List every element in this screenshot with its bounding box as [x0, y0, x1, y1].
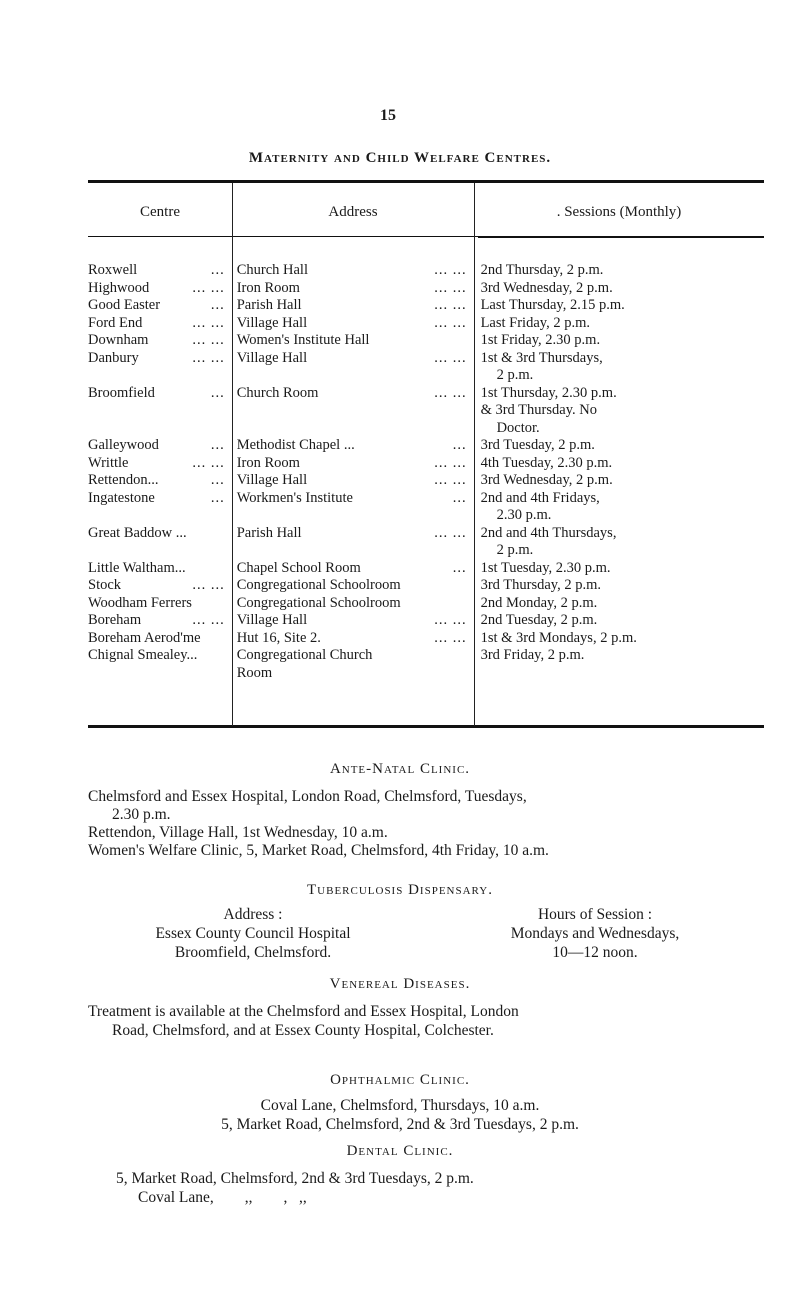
- text-line: Women's Welfare Clinic, 5, Market Road, Chelmsford, 4th Friday, 10 a.m.: [88, 842, 549, 859]
- sessions-cell: [471, 350, 764, 368]
- address-name: Parish Hall: [236, 524, 302, 541]
- table-row: [88, 490, 764, 508]
- table-row-continuation: [88, 507, 764, 525]
- session-text: 3rd Tuesday, 2 p.m.: [480, 437, 595, 453]
- address-name: Congregational Schoolroom: [236, 577, 401, 593]
- address-name: Parish Hall: [236, 297, 302, 313]
- address-cell: [231, 612, 471, 630]
- leader-dots: ...: [210, 437, 225, 453]
- centre-name: Ford End: [88, 314, 143, 331]
- leader-dots: ...: [210, 262, 225, 278]
- address-cell: [231, 455, 471, 473]
- table-row: [88, 560, 764, 578]
- centre-cell: [88, 612, 231, 630]
- centre-cell: [88, 367, 231, 385]
- leader-dots: ... ...: [192, 454, 225, 471]
- leader-dots: ... ...: [434, 384, 467, 401]
- sessions-cell: [471, 647, 764, 665]
- centre-cell: [88, 402, 231, 420]
- session-text: Doctor.: [496, 419, 540, 436]
- table-row: [88, 315, 764, 333]
- sessions-cell: [471, 385, 764, 403]
- text-line: Address :: [223, 906, 283, 923]
- address-cell: [231, 332, 471, 350]
- text-line: Chelmsford and Essex Hospital, London Road, Chelmsford, Tuesdays,: [88, 788, 527, 805]
- column-header-centre: Centre: [140, 204, 180, 220]
- address-cell: [231, 542, 471, 560]
- session-text: 2.30 p.m.: [496, 507, 552, 523]
- text-line: Essex County Council Hospital: [155, 925, 351, 942]
- centre-name: Highwood: [88, 279, 150, 296]
- address-cell: [231, 630, 471, 648]
- table-row: [88, 455, 764, 473]
- session-text: 1st Tuesday, 2.30 p.m.: [480, 559, 611, 576]
- address-cell: [231, 402, 471, 420]
- sessions-cell: [471, 455, 764, 473]
- address-name: Hut 16, Site 2.: [236, 629, 321, 646]
- ophthalmic-line: Coval Lane, Chelmsford, Thursdays, 10 a.m.: [260, 1097, 540, 1114]
- leader-dots: ... ...: [434, 314, 467, 331]
- centre-cell: [88, 262, 231, 280]
- leader-dots: ... ...: [434, 279, 467, 296]
- address-cell: [231, 385, 471, 403]
- leader-dots: ...: [210, 472, 225, 488]
- address-name: Women's Institute Hall: [236, 332, 370, 348]
- address-cell: [231, 367, 471, 385]
- centre-name: Good Easter: [88, 297, 161, 313]
- text-line: Treatment is available at the Chelmsford and Essex Hospital, London: [88, 1003, 519, 1020]
- table-row: [88, 525, 764, 543]
- sessions-cell: [471, 315, 764, 333]
- address-cell: [231, 665, 471, 683]
- session-text: 1st Thursday, 2.30 p.m.: [480, 384, 617, 401]
- session-text: 2nd Tuesday, 2 p.m.: [480, 612, 598, 628]
- table-row: [88, 437, 764, 455]
- sessions-cell: [471, 472, 764, 490]
- session-text: Last Thursday, 2.15 p.m.: [480, 297, 625, 313]
- address-name: Church Hall: [236, 262, 308, 278]
- session-text: 2nd and 4th Thursdays,: [480, 524, 617, 541]
- table-top-rule: [88, 180, 764, 183]
- sessions-cell: [471, 577, 764, 595]
- address-name: Church Room: [236, 384, 319, 401]
- centre-cell: [88, 577, 231, 595]
- leader-dots: ...: [452, 437, 467, 453]
- session-text: 3rd Wednesday, 2 p.m.: [480, 279, 613, 296]
- address-cell: [231, 472, 471, 490]
- session-text: 2 p.m.: [496, 542, 534, 558]
- leader-dots: ... ...: [434, 262, 467, 278]
- centre-cell: [88, 350, 231, 368]
- address-cell: [231, 647, 471, 665]
- session-text: 1st & 3rd Mondays, 2 p.m.: [480, 629, 637, 646]
- leader-dots: ... ...: [192, 349, 225, 366]
- sessions-cell: [471, 297, 764, 315]
- centre-name: Boreham Aerod'me: [88, 629, 201, 646]
- centre-cell: [88, 280, 231, 298]
- sessions-cell: [471, 367, 764, 385]
- centre-name: Writtle: [88, 454, 129, 471]
- centre-name: Galleywood: [88, 437, 159, 453]
- ophthalmic-title: Ophthalmic Clinic.: [330, 1072, 470, 1088]
- table-row: [88, 472, 764, 490]
- centre-name: Rettendon...: [88, 472, 159, 488]
- table-row: [88, 647, 764, 665]
- table-body: [88, 262, 764, 682]
- tuberculosis-title: Tuberculosis Dispensary.: [307, 882, 493, 898]
- leader-dots: ... ...: [192, 279, 225, 296]
- centre-cell: [88, 542, 231, 560]
- ophthalmic-line: 5, Market Road, Chelmsford, 2nd & 3rd Tuesdays, 2 p.m.: [221, 1116, 579, 1133]
- column-header-address: Address: [328, 204, 378, 220]
- table-row-continuation: [88, 367, 764, 385]
- centre-name: Stock: [88, 577, 122, 593]
- text-line: 2.30 p.m.: [112, 806, 171, 823]
- sessions-cell: [471, 490, 764, 508]
- table-row-continuation: [88, 542, 764, 560]
- page-title: Maternity and Child Welfare Centres.: [248, 150, 552, 166]
- sessions-cell: [471, 280, 764, 298]
- centre-cell: [88, 525, 231, 543]
- page-number: 15: [380, 107, 396, 124]
- session-text: 4th Tuesday, 2.30 p.m.: [480, 454, 613, 471]
- venereal-text: [88, 1002, 764, 1040]
- centre-name: Broomfield: [88, 384, 155, 401]
- session-text: 2nd and 4th Fridays,: [480, 489, 600, 506]
- session-text: 2nd Thursday, 2 p.m.: [480, 262, 604, 278]
- address-cell: [231, 507, 471, 525]
- address-name: Iron Room: [236, 279, 300, 296]
- address-cell: [231, 262, 471, 280]
- centre-name: Ingatestone: [88, 489, 155, 506]
- table-row: [88, 332, 764, 350]
- text-line: Rettendon, Village Hall, 1st Wednesday, 10 a.m.: [88, 824, 388, 841]
- centre-cell: [88, 490, 231, 508]
- sessions-cell: [471, 595, 764, 613]
- leader-dots: ... ...: [434, 297, 467, 313]
- tuberculosis-address: [88, 905, 418, 962]
- centre-cell: [88, 595, 231, 613]
- leader-dots: ... ...: [434, 472, 467, 488]
- session-text: 2 p.m.: [496, 367, 534, 383]
- leader-dots: ... ...: [434, 629, 467, 646]
- text-line: Coval Lane, ,, , ,,: [138, 1189, 307, 1206]
- centre-cell: [88, 420, 231, 438]
- sessions-cell: [471, 630, 764, 648]
- text-line: 10—12 noon.: [552, 944, 638, 961]
- address-name: Iron Room: [236, 454, 300, 471]
- session-text: 2nd Monday, 2 p.m.: [480, 594, 598, 611]
- leader-dots: ... ...: [192, 612, 225, 628]
- address-name: Congregational Church: [236, 647, 373, 663]
- leader-dots: ...: [452, 559, 467, 576]
- sessions-cell: [471, 420, 764, 438]
- centre-name: Great Baddow ...: [88, 524, 187, 541]
- address-cell: [231, 315, 471, 333]
- leader-dots: ... ...: [192, 332, 225, 348]
- address-name: Room: [236, 664, 273, 681]
- session-text: 1st Friday, 2.30 p.m.: [480, 332, 601, 348]
- address-cell: [231, 437, 471, 455]
- sessions-cell: [471, 332, 764, 350]
- table-row: [88, 262, 764, 280]
- ante-natal-text: [88, 788, 764, 860]
- table-row-continuation: [88, 402, 764, 420]
- leader-dots: ... ...: [434, 349, 467, 366]
- text-line: 5, Market Road, Chelmsford, 2nd & 3rd Tuesdays, 2 p.m.: [116, 1170, 474, 1187]
- sessions-cell: [471, 262, 764, 280]
- address-cell: [231, 525, 471, 543]
- table-bottom-rule: [88, 725, 764, 728]
- dental-text: [116, 1169, 756, 1207]
- centre-cell: [88, 665, 231, 683]
- table-row-continuation: [88, 420, 764, 438]
- address-name: Village Hall: [236, 612, 308, 628]
- table-row: [88, 612, 764, 630]
- text-line: Mondays and Wednesdays,: [510, 925, 680, 942]
- session-text: 3rd Friday, 2 p.m.: [480, 647, 585, 663]
- session-text: 3rd Thursday, 2 p.m.: [480, 577, 601, 593]
- centre-cell: [88, 332, 231, 350]
- centre-cell: [88, 385, 231, 403]
- address-cell: [231, 297, 471, 315]
- text-line: Road, Chelmsford, and at Essex County Hospital, Colchester.: [112, 1022, 494, 1039]
- centre-name: Woodham Ferrers: [88, 594, 192, 611]
- address-name: Workmen's Institute: [236, 489, 353, 506]
- address-name: Chapel School Room: [236, 559, 361, 576]
- table-header-rule-right: [478, 237, 764, 238]
- centre-cell: [88, 437, 231, 455]
- sessions-cell: [471, 612, 764, 630]
- session-text: Last Friday, 2 p.m.: [480, 314, 590, 331]
- centre-cell: [88, 472, 231, 490]
- sessions-cell: [471, 402, 764, 420]
- leader-dots: ...: [210, 384, 225, 401]
- sessions-cell: [471, 437, 764, 455]
- table-row: [88, 577, 764, 595]
- text-line: Hours of Session :: [537, 906, 653, 923]
- table-row: [88, 595, 764, 613]
- centre-cell: [88, 560, 231, 578]
- address-cell: [231, 350, 471, 368]
- table-row-continuation: [88, 665, 764, 683]
- centre-name: Boreham: [88, 612, 142, 628]
- centre-name: Roxwell: [88, 262, 138, 278]
- address-cell: [231, 280, 471, 298]
- leader-dots: ...: [452, 489, 467, 506]
- column-header-sessions: . Sessions (Monthly): [556, 204, 682, 220]
- leader-dots: ... ...: [434, 454, 467, 471]
- table-row: [88, 297, 764, 315]
- centre-cell: [88, 630, 231, 648]
- centre-cell: [88, 507, 231, 525]
- address-name: Village Hall: [236, 349, 308, 366]
- leader-dots: ...: [210, 489, 225, 506]
- sessions-cell: [471, 507, 764, 525]
- table-row: [88, 630, 764, 648]
- leader-dots: ...: [210, 297, 225, 313]
- address-name: Village Hall: [236, 472, 308, 488]
- address-name: Methodist Chapel ...: [236, 437, 355, 453]
- centre-cell: [88, 315, 231, 333]
- address-cell: [231, 560, 471, 578]
- address-cell: [231, 490, 471, 508]
- leader-dots: ... ...: [434, 612, 467, 628]
- centre-cell: [88, 647, 231, 665]
- address-name: Village Hall: [236, 314, 308, 331]
- table-row: [88, 385, 764, 403]
- address-cell: [231, 577, 471, 595]
- centre-cell: [88, 297, 231, 315]
- session-text: & 3rd Thursday. No: [480, 402, 597, 418]
- sessions-cell: [471, 665, 764, 683]
- venereal-title: Venereal Diseases.: [329, 976, 471, 992]
- sessions-cell: [471, 560, 764, 578]
- leader-dots: ... ...: [192, 314, 225, 331]
- centre-name: Downham: [88, 332, 149, 348]
- centre-cell: [88, 455, 231, 473]
- centre-name: Little Waltham...: [88, 559, 186, 576]
- tuberculosis-hours: [430, 905, 760, 962]
- address-cell: [231, 595, 471, 613]
- ante-natal-title: Ante-Natal Clinic.: [329, 761, 471, 777]
- sessions-cell: [471, 525, 764, 543]
- dental-title: Dental Clinic.: [346, 1143, 454, 1159]
- address-name: Congregational Schoolroom: [236, 594, 401, 611]
- session-text: 3rd Wednesday, 2 p.m.: [480, 472, 613, 488]
- address-cell: [231, 420, 471, 438]
- centre-name: Chignal Smealey...: [88, 647, 198, 663]
- text-line: Broomfield, Chelmsford.: [174, 944, 332, 961]
- table-row: [88, 280, 764, 298]
- session-text: 1st & 3rd Thursdays,: [480, 349, 603, 366]
- centre-name: Danbury: [88, 349, 139, 366]
- table-row: [88, 350, 764, 368]
- leader-dots: ... ...: [434, 524, 467, 541]
- sessions-cell: [471, 542, 764, 560]
- leader-dots: ... ...: [192, 577, 225, 593]
